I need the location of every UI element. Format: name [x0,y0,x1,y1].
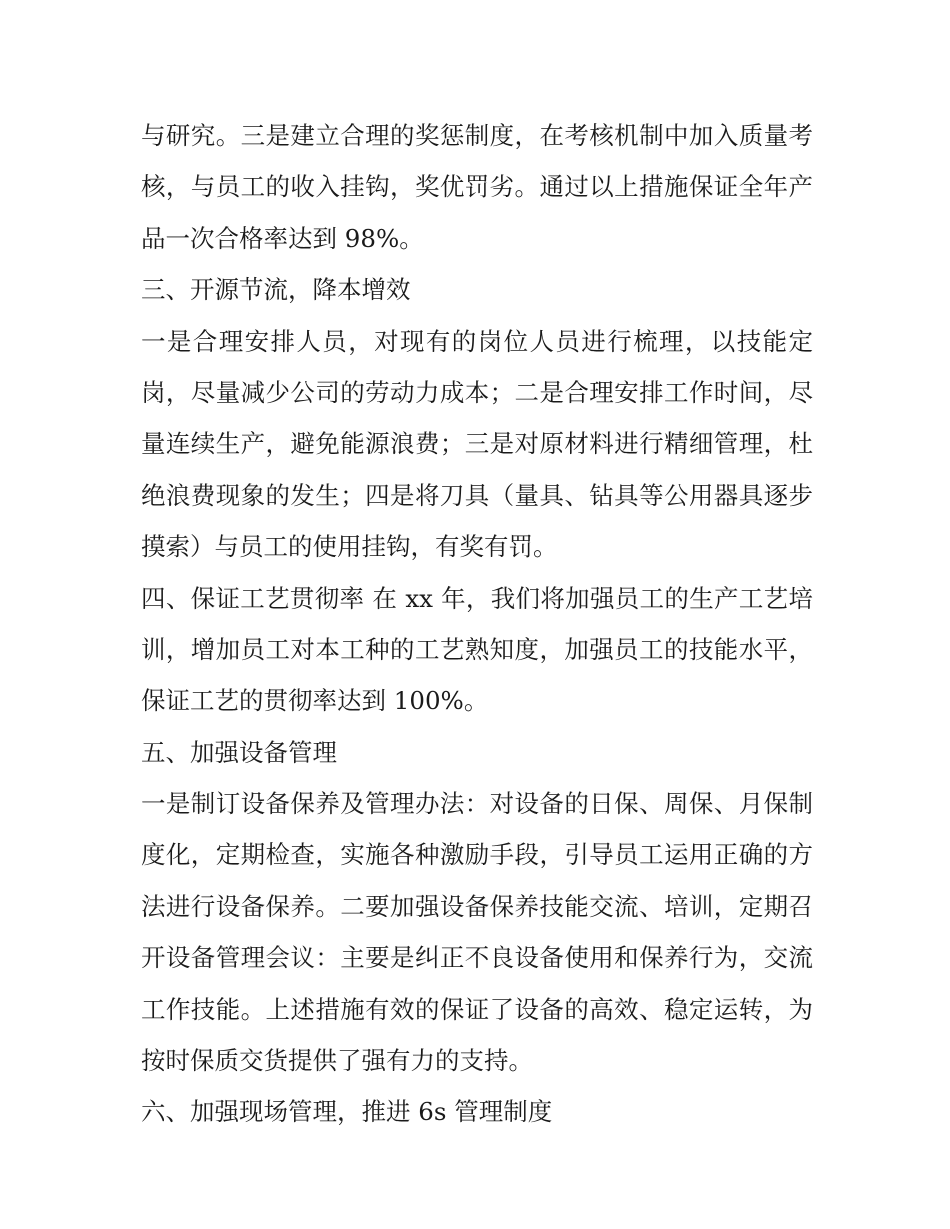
text-line: 开设备管理会议：主要是纠正不良设备使用和保养行为，交流 [141,943,813,973]
text-line: 品一次合格率达到 98%。 [141,223,424,253]
text-line: 工作技能。上述措施有效的保证了设备的高效、稳定运转，为 [141,994,813,1024]
text-line: 一是合理安排人员，对现有的岗位人员进行梳理，以技能定 [141,326,813,356]
text-line: 保证工艺的贯彻率达到 100%。 [141,686,489,716]
document-body [141,110,813,1138]
section-heading: 三、开源节流，降本增效 [141,275,411,305]
text-line: 按时保质交货提供了强有力的支持。 [141,1046,533,1076]
text-line: 核，与员工的收入挂钩，奖优罚劣。通过以上措施保证全年产 [141,172,813,202]
text-line: 一是制订设备保养及管理办法：对设备的日保、周保、月保制 [141,789,813,819]
text-line: 量连续生产，避免能源浪费；三是对原材料进行精细管理，杜 [141,429,813,459]
text-line: 摸索）与员工的使用挂钩，有奖有罚。 [141,532,558,562]
section-heading: 四、保证工艺贯彻率 在 xx 年，我们将加强员工的生产工艺培 [141,583,813,613]
text-line: 岗，尽量减少公司的劳动力成本；二是合理安排工作时间，尽 [141,377,813,407]
text-line: 与研究。三是建立合理的奖惩制度，在考核机制中加入质量考 [141,121,813,150]
section-heading: 五、加强设备管理 [141,737,337,767]
section-heading: 六、加强现场管理，推进 6s 管理制度 [141,1097,553,1127]
text-line: 度化，定期检查，实施各种激励手段，引导员工运用正确的方 [141,840,813,870]
text-line: 训，增加员工对本工种的工艺熟知度，加强员工的技能水平， [141,634,813,664]
text-line: 绝浪费现象的发生；四是将刀具（量具、钻具等公用器具逐步 [141,480,813,510]
text-line: 法进行设备保养。二要加强设备保养技能交流、培训，定期召 [141,891,813,921]
